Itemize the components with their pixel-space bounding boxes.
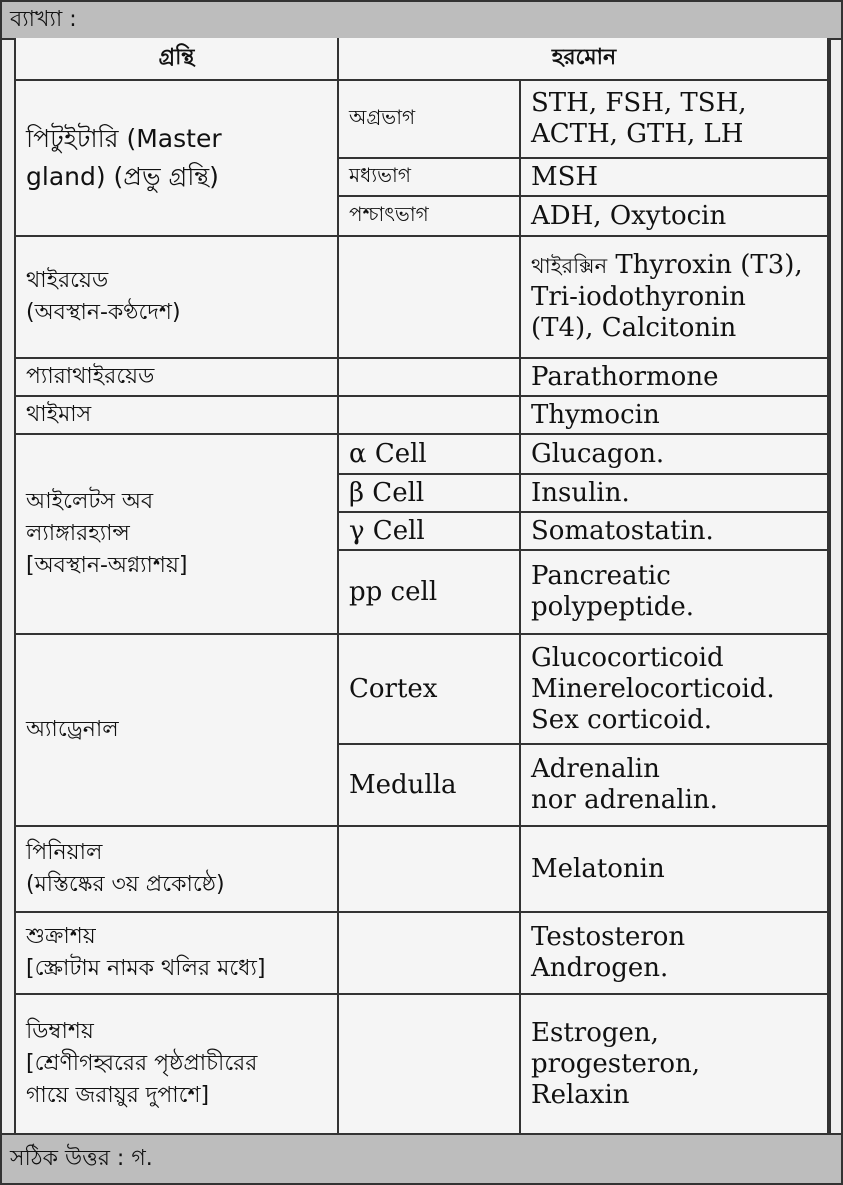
table-row — [15, 358, 830, 396]
part-thyroid-empty — [338, 236, 520, 358]
hormone-middle: MSH — [520, 158, 830, 196]
hormone-gamma-cell: Somatostatin. — [520, 512, 830, 550]
hormone-posterior: ADH, Oxytocin — [520, 196, 830, 236]
hormone-alpha-cell: Glucagon. — [520, 434, 830, 474]
table-row — [15, 826, 830, 912]
gland-adrenal: অ্যাড্রেনাল — [15, 634, 338, 826]
correct-answer-label: সঠিক উত্তর : গ. — [10, 1145, 153, 1171]
part-pineal-empty — [338, 826, 520, 912]
gland-thyroid: থাইরয়েড (অবস্থান-কণ্ঠদেশ) — [15, 236, 338, 358]
gland-testis: শুক্রাশয় [স্ক্রোটাম নামক থলির মধ্যে] — [15, 912, 338, 994]
gland-islets: আইলেটস অব ল্যাঙ্গারহ্যান্স [অবস্থান-অগ্ন্যাশয়] — [15, 434, 338, 634]
hormone-column-header: হরমোন — [338, 38, 830, 80]
gland-thymus: থাইমাস — [15, 396, 338, 434]
table-row — [15, 434, 830, 474]
hormone-cortex: Glucocorticoid Minerelocorticoid. Sex corticoid. — [520, 634, 830, 744]
gland-column-header: গ্রন্থি — [15, 38, 338, 80]
table-row — [15, 236, 830, 358]
part-ovary-empty — [338, 994, 520, 1133]
part-thymus-empty — [338, 396, 520, 434]
hormone-testis: Testosteron Androgen. — [520, 912, 830, 994]
thyroxin-bengali: থাইরক্সিন — [531, 254, 608, 278]
answer-footer — [2, 1133, 841, 1183]
hormone-ovary: Estrogen, progesteron, Relaxin — [520, 994, 830, 1133]
part-beta-cell: β Cell — [338, 474, 520, 512]
hormone-pineal: Melatonin — [520, 826, 830, 912]
part-testis-empty — [338, 912, 520, 994]
gland-pituitary: পিটুইটারি (Master gland) (প্রভু গ্রন্থি) — [15, 80, 338, 236]
hormone-medulla: Adrenalin nor adrenalin. — [520, 744, 830, 826]
part-posterior: পশ্চাৎভাগ — [338, 196, 520, 236]
gland-pineal: পিনিয়াল (মস্তিষ্কের ৩য় প্রকোষ্ঠে) — [15, 826, 338, 912]
hormone-table — [14, 38, 831, 1133]
thyroid-hormone-rest: Tri-iodothyronin (T4), Calcitonin — [531, 282, 746, 343]
hormone-thyroid — [520, 236, 830, 358]
hormone-beta-cell: Insulin. — [520, 474, 830, 512]
part-alpha-cell: α Cell — [338, 434, 520, 474]
hormone-anterior: STH, FSH, TSH, ACTH, GTH, LH — [520, 80, 830, 158]
table-row — [15, 396, 830, 434]
table-header-row — [15, 38, 830, 80]
table-row — [15, 80, 830, 158]
hormone-parathyroid: Parathormone — [520, 358, 830, 396]
part-gamma-cell: γ Cell — [338, 512, 520, 550]
explanation-label: ব্যাখ্যা : — [10, 6, 77, 32]
thyroxin-line: Thyroxin (T3), — [607, 250, 803, 280]
part-anterior: অগ্রভাগ — [338, 80, 520, 158]
part-cortex: Cortex — [338, 634, 520, 744]
part-medulla: Medulla — [338, 744, 520, 826]
gland-parathyroid: প্যারাথাইরয়েড — [15, 358, 338, 396]
table-row — [15, 912, 830, 994]
explanation-header — [2, 2, 841, 40]
table-row — [15, 634, 830, 744]
hormone-pp-cell: Pancreatic polypeptide. — [520, 550, 830, 634]
gland-ovary: ডিম্বাশয় [শ্রেণীগহ্বরের পৃষ্ঠপ্রাচীরের গায়ে জরায়ুর দুপাশে] — [15, 994, 338, 1133]
part-parathyroid-empty — [338, 358, 520, 396]
table-row — [15, 994, 830, 1133]
part-middle: মধ্যভাগ — [338, 158, 520, 196]
part-pp-cell: pp cell — [338, 550, 520, 634]
hormone-thymus: Thymocin — [520, 396, 830, 434]
